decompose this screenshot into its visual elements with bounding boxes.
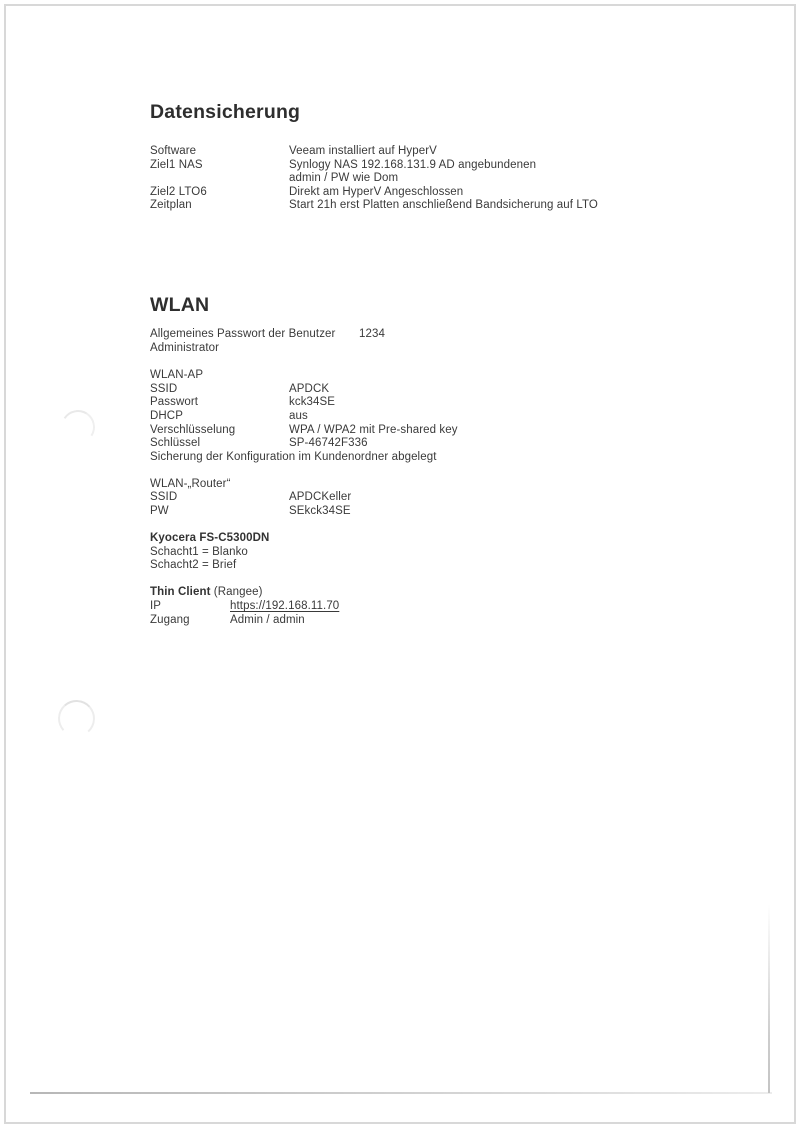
- row-label: Schlüssel: [150, 437, 201, 450]
- row-value: 1234: [359, 327, 385, 340]
- row-value: APDCK: [289, 382, 330, 395]
- row-label: SSID: [150, 491, 178, 504]
- thin-client-heading-suffix: (Rangee): [210, 586, 263, 599]
- row-value: SP-46742F336: [289, 437, 368, 450]
- wlan-ap-block: [150, 369, 660, 464]
- table-row: [150, 410, 660, 424]
- row-label: PW: [150, 505, 169, 517]
- table-row: [150, 159, 660, 173]
- wlan-ap-note: Sicherung der Konfiguration im Kundenordner abgelegt: [150, 450, 437, 463]
- row-label: [150, 172, 289, 186]
- kyocera-line: Schacht2 = Brief: [150, 559, 237, 572]
- table-row: [150, 437, 660, 451]
- row-label: Ziel1 NAS: [150, 158, 203, 171]
- table-row: [150, 172, 660, 186]
- kyocera-block: [150, 532, 660, 573]
- subsection-heading-kyocera: Kyocera FS-C5300DN: [150, 532, 270, 545]
- row-value: Direkt am HyperV Angeschlossen: [289, 185, 464, 198]
- row-value: WPA / WPA2 mit Pre-shared key: [289, 423, 458, 436]
- section-title-wlan: WLAN: [150, 293, 210, 316]
- row-value: SEkck34SE: [289, 505, 351, 517]
- punch-hole-mark: [57, 699, 96, 738]
- punch-hole-mark: [58, 407, 98, 447]
- row-value: kck34SE: [289, 396, 336, 409]
- table-row: [150, 199, 660, 213]
- row-value: aus: [289, 409, 308, 422]
- row-label: Allgemeines Passwort der Benutzer: [150, 327, 336, 340]
- row-value: APDCKeller: [289, 491, 352, 504]
- row-value: Admin / admin: [230, 613, 305, 626]
- wlan-router-block: [150, 478, 660, 519]
- subsection-heading-thin-client: [150, 586, 660, 600]
- table-row: [150, 145, 660, 159]
- subsection-heading: WLAN-„Router“: [150, 477, 231, 490]
- table-row: [150, 614, 660, 628]
- table-row: [150, 383, 660, 397]
- page-bottom-edge-shadow: [30, 1092, 772, 1094]
- thin-client-heading-bold: Thin Client: [150, 586, 211, 599]
- row-label: Verschlüsselung: [150, 423, 236, 436]
- table-row: [150, 424, 660, 438]
- row-value: Start 21h erst Platten anschließend Bandsicherung auf LTO: [289, 199, 598, 212]
- row-label: DHCP: [150, 409, 183, 422]
- table-row: [150, 328, 660, 342]
- datensicherung-table: [150, 145, 660, 213]
- row-label-continued: Administrator: [150, 341, 220, 354]
- document-content: [150, 101, 660, 627]
- kyocera-line: Schacht1 = Blanko: [150, 545, 248, 558]
- row-label: SSID: [150, 382, 178, 395]
- row-label: Ziel2 LTO6: [150, 185, 207, 198]
- row-label: Passwort: [150, 396, 199, 409]
- thin-client-block: [150, 586, 660, 627]
- subsection-heading: WLAN-AP: [150, 369, 204, 382]
- row-label: Zeitplan: [150, 199, 192, 212]
- wlan-general-password: [150, 328, 660, 355]
- table-row: [150, 505, 660, 519]
- table-row: [150, 600, 660, 614]
- row-value: admin / PW wie Dom: [289, 172, 399, 185]
- table-row: [150, 396, 660, 410]
- row-label: Zugang: [150, 613, 190, 626]
- section-title-datensicherung: Datensicherung: [150, 101, 301, 123]
- row-value: Synlogy NAS 192.168.131.9 AD angebundenen: [289, 158, 537, 171]
- row-label: IP: [150, 599, 162, 612]
- ip-link[interactable]: https://192.168.11.70: [230, 599, 340, 612]
- page-right-edge-shadow: [768, 904, 770, 1093]
- table-row: [150, 186, 660, 200]
- table-row: [150, 491, 660, 505]
- row-label: Software: [150, 145, 197, 157]
- scanned-page: [4, 4, 796, 1124]
- row-value: Veeam installiert auf HyperV: [289, 145, 437, 157]
